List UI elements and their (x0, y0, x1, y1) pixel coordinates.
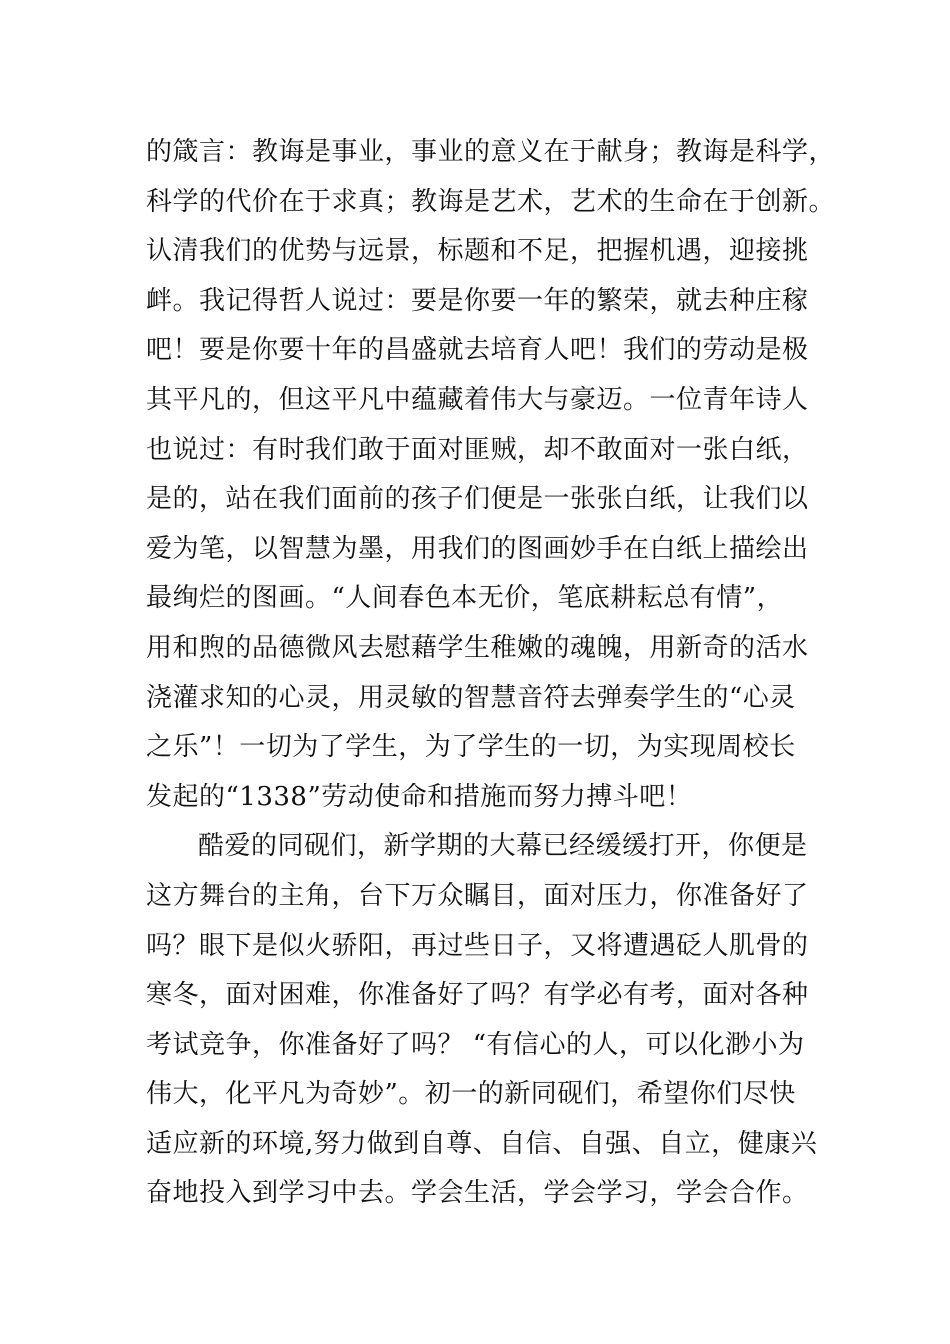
text-line: 适应新的环境,努力做到自尊、自信、自强、自立，健康兴 (146, 1128, 818, 1159)
text-line: 爱为笔，以智慧为墨，用我们的图画妙手在白纸上描绘出 (146, 533, 809, 564)
text-line: 衅。我记得哲人说过：要是你要一年的繁荣，就去种庄稼 (146, 285, 809, 316)
text-line: 酷爱的同砚们，新学期的大幕已经缓缓打开，你便是 (198, 831, 808, 862)
paragraph (146, 822, 818, 1219)
document-body (146, 128, 836, 1219)
text-line: 伟大，化平凡为奇妙”。初一的新同砚们，希望你们尽快 (146, 1079, 796, 1110)
text-line: 吧！要是你要十年的昌盛就去培育人吧！我们的劳动是极 (146, 335, 809, 366)
text-line: 之乐”！一切为了学生，为了学生的一切，为实现周校长 (146, 732, 796, 763)
text-line: 发起的“1338”劳动使命和措施而努力搏斗吧！ (146, 781, 693, 812)
paragraph (146, 128, 836, 822)
text-line: 考试竞争，你准备好了吗？ “有信心的人，可以化渺小为 (146, 1029, 805, 1060)
text-line: 用和煦的品德微风去慰藉学生稚嫩的魂魄，用新奇的活水 (146, 632, 809, 663)
text-line: 是的，站在我们面前的孩子们便是一张张白纸，让我们以 (146, 484, 809, 515)
text-line: 科学的代价在于求真；教诲是艺术，艺术的生命在于创新。 (146, 186, 836, 217)
text-line: 认清我们的优势与远景，标题和不足，把握机遇，迎接挑 (146, 236, 809, 267)
text-line: 奋地投入到学习中去。学会生活，学会学习，学会合作。 (146, 1178, 809, 1209)
text-line: 这方舞台的主角，台下万众瞩目，面对压力，你准备好了 (146, 880, 809, 911)
text-line: 也说过：有时我们敢于面对匪贼，却不敢面对一张白纸， (146, 434, 809, 465)
text-line: 最绚烂的图画。“人间春色本无价，笔底耕耘总有情”， (146, 583, 784, 614)
text-line: 浇灌求知的心灵，用灵敏的智慧音符去弹奏学生的“心灵 (146, 682, 796, 713)
text-line: 其平凡的，但这平凡中蕴藏着伟大与豪迈。一位青年诗人 (146, 384, 809, 415)
text-line: 吗？眼下是似火骄阳，再过些日子，又将遭遇砭人肌骨的 (146, 930, 809, 961)
text-line: 寒冬，面对困难，你准备好了吗？有学必有考，面对各种 (146, 980, 809, 1011)
text-line: 的箴言：教诲是事业，事业的意义在于献身；教诲是科学， (146, 137, 836, 167)
